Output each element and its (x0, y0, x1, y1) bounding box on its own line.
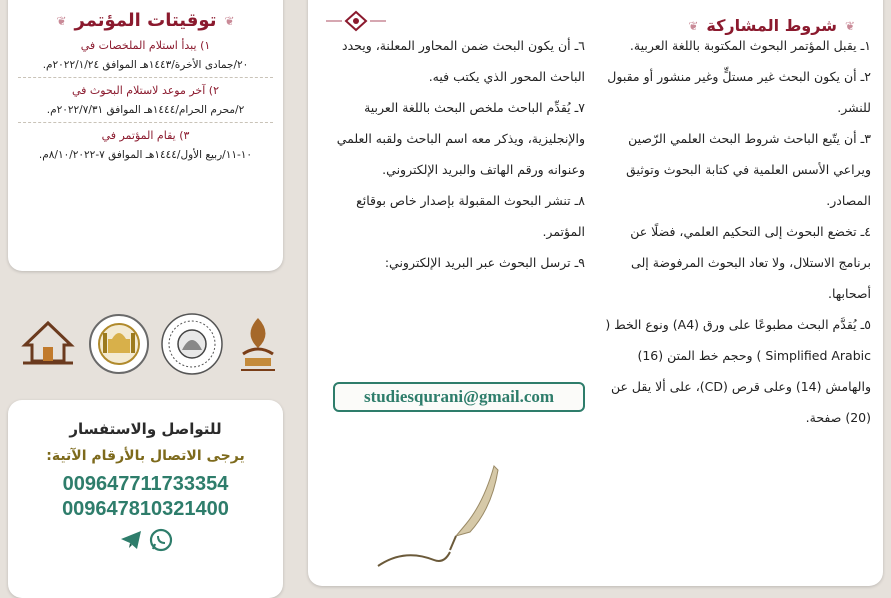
email-address[interactable]: studiesqurani@gmail.com (333, 382, 585, 412)
rule-item: ٤ـ تخضع البحوث إلى التحكيم العلمي، فضلًا عن برنامج الاستلال، ولا تعاد البحوث المرفوضة إلى أصحابها. (630, 224, 871, 301)
schedule-item-date: ٢٠/جمادى الأخرة/١٤٤٣هـ الموافق ٢٠٢٢/١/٢٤م. (18, 54, 273, 78)
rule-item: ٧ـ يُقدِّم الباحث ملخص البحث باللغة العربية والإنجليزية، ويذكر معه اسم الباحث ولقبه العلمي وعنوانه ورقم الهاتف والبريد الإلكتروني. (336, 100, 585, 177)
schedule-item-heading: ٢) آخر موعد لاستلام البحوث في (71, 84, 219, 97)
shrine-seal-icon (88, 313, 150, 375)
ornament-icon: ❦ (688, 18, 699, 33)
ornament-icon: ❦ (844, 18, 855, 33)
schedule-item-date: ١٠-١١/ربيع الأول/١٤٤٤هـ الموافق ٧-٨/١٠/٢٠٢٢م. (38, 149, 253, 161)
rules-column-middle (317, 30, 585, 278)
rule-item: ٨ـ تنشر البحوث المقبولة بإصدار خاص بوقائع المؤتمر. (356, 193, 585, 239)
schedule-item-heading: ٣) يقام المؤتمر في (101, 129, 190, 142)
rule-item: ١ـ يقبل المؤتمر البحوث المكتوبة باللغة العربية. (629, 38, 871, 53)
mosque-logo-icon (19, 319, 77, 369)
schedule-panel (8, 0, 283, 271)
rules-panel (308, 0, 883, 586)
ornament-icon: ❦ (224, 13, 235, 28)
calligraphy-logo-icon (235, 314, 281, 374)
rule-item: ٣ـ أن يتّبع الباحث شروط البحث العلمي الرّصين ويراعي الأسس العلمية في كتابة البحوث وتوثيق المصادر. (626, 131, 871, 208)
logos-row (14, 296, 286, 392)
rule-item: ٦ـ أن يكون البحث ضمن المحاور المعلنة، ويحدد الباحث المحور الذي يكتب فيه. (342, 38, 585, 84)
contact-panel (8, 400, 283, 598)
schedule-header (18, 10, 273, 31)
rule-item: ٩ـ ترسل البحوث عبر البريد الإلكتروني: (384, 255, 585, 270)
contact-title: للتواصل والاستفسار (69, 420, 222, 438)
phone-number[interactable]: 009647810321400 (62, 498, 229, 520)
schedule-title: توقيتات المؤتمر (74, 10, 217, 31)
university-seal-icon (160, 312, 224, 376)
rule-item: ٢ـ أن يكون البحث غير مستلٍّ وغير منشور أو مقبول للنشر. (607, 69, 871, 115)
schedule-item-heading: ١) يبدأ استلام الملخصات في (80, 39, 211, 52)
rules-title: شروط المشاركة (706, 16, 837, 35)
phone-number[interactable]: 009647711733354 (62, 473, 229, 495)
telegram-icon[interactable] (119, 528, 143, 556)
whatsapp-icon[interactable] (149, 528, 173, 556)
schedule-item-date: ٢/محرم الحرام/١٤٤٤هـ الموافق ٢٠٢٢/٧/٣١م. (18, 99, 273, 123)
contact-subtitle: يرجى الاتصال بالأرقام الآتية: (46, 448, 245, 464)
quill-pen-icon (374, 462, 524, 576)
ornament-icon: ❦ (56, 13, 67, 28)
rule-item: ٥ـ يُقدَّم البحث مطبوعًا على ورق (A4) ونوع الخط ( Simplified Arabic ) وحجم خط المتن (16) والهامش (14) وعلى قرص (CD)، على ألا يقل عن (20) صفحة. (605, 317, 871, 425)
rules-column-right (599, 30, 871, 433)
contact-icons (18, 528, 273, 556)
